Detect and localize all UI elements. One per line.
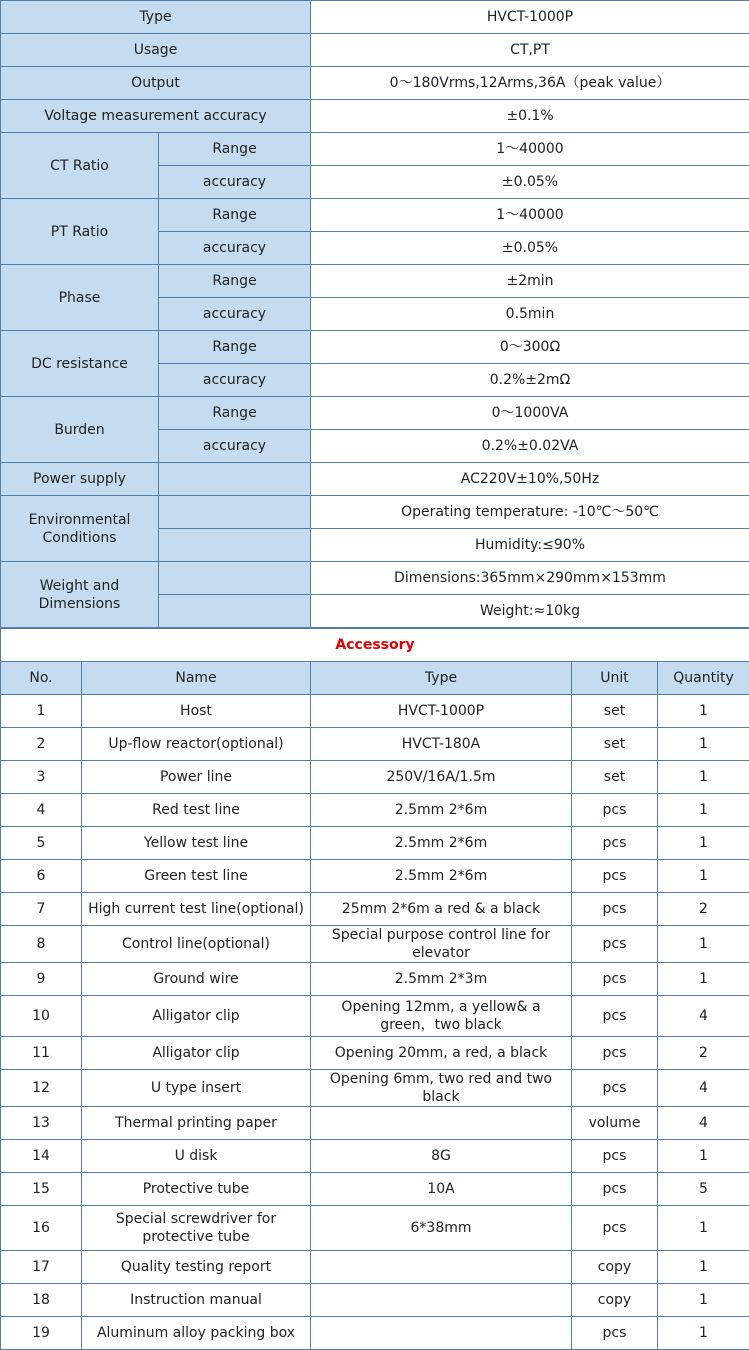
cell-no: 1 [1, 695, 82, 728]
spec-label: Environmental Conditions [1, 496, 159, 562]
spec-value: ±0.1% [311, 100, 749, 133]
cell-no: 7 [1, 893, 82, 926]
spec-label: Usage [1, 34, 311, 67]
spec-row-phase-range [1, 265, 749, 298]
cell-no: 15 [1, 1173, 82, 1206]
cell-unit: copy [572, 1284, 658, 1317]
table-row [1, 1317, 749, 1350]
spec-label: CT Ratio [1, 133, 159, 199]
specifications-table [0, 0, 749, 628]
cell-name: Alligator clip [82, 996, 311, 1037]
spec-value: ±0.05% [311, 232, 749, 265]
cell-unit: pcs [572, 963, 658, 996]
cell-name: Control line(optional) [82, 926, 311, 963]
cell-name: Special screwdriver for protective tube [82, 1206, 311, 1251]
spec-value: ±2min [311, 265, 749, 298]
cell-quantity: 1 [658, 761, 749, 794]
cell-quantity: 1 [658, 1317, 749, 1350]
spec-row-usage [1, 34, 749, 67]
spec-sublabel: accuracy [159, 430, 311, 463]
cell-unit: pcs [572, 1206, 658, 1251]
spec-value: 1～40000 [311, 133, 749, 166]
cell-unit: pcs [572, 893, 658, 926]
cell-no: 6 [1, 860, 82, 893]
cell-quantity: 4 [658, 996, 749, 1037]
table-row [1, 893, 749, 926]
cell-quantity: 1 [658, 963, 749, 996]
cell-quantity: 1 [658, 827, 749, 860]
cell-type: Opening 20mm, a red, a black [311, 1037, 572, 1070]
cell-quantity: 1 [658, 1140, 749, 1173]
accessory-table [0, 628, 749, 1350]
spec-sublabel: Range [159, 199, 311, 232]
cell-unit: pcs [572, 1317, 658, 1350]
cell-name: Green test line [82, 860, 311, 893]
spec-sublabel-empty [159, 595, 311, 628]
spec-row-pt-ratio-range [1, 199, 749, 232]
spec-sublabel-empty [159, 496, 311, 529]
column-header-type: Type [311, 662, 572, 695]
cell-name: Instruction manual [82, 1284, 311, 1317]
column-header-quantity: Quantity [658, 662, 749, 695]
cell-name: Power line [82, 761, 311, 794]
cell-quantity: 1 [658, 728, 749, 761]
cell-name: Protective tube [82, 1173, 311, 1206]
spec-sublabel: Range [159, 397, 311, 430]
table-row [1, 1070, 749, 1107]
spec-sublabel: accuracy [159, 232, 311, 265]
cell-no: 17 [1, 1251, 82, 1284]
spec-sublabel-empty [159, 562, 311, 595]
table-row [1, 1206, 749, 1251]
cell-type: 250V/16A/1.5m [311, 761, 572, 794]
cell-type: 2.5mm 2*6m [311, 794, 572, 827]
cell-quantity: 1 [658, 695, 749, 728]
table-row [1, 827, 749, 860]
spec-label: PT Ratio [1, 199, 159, 265]
cell-type [311, 1284, 572, 1317]
cell-type: 10A [311, 1173, 572, 1206]
accessory-title: Accessory [1, 629, 749, 662]
spec-row-power-supply [1, 463, 749, 496]
table-row [1, 1037, 749, 1070]
cell-name: Aluminum alloy packing box [82, 1317, 311, 1350]
table-row [1, 1284, 749, 1317]
cell-quantity: 1 [658, 926, 749, 963]
cell-type [311, 1107, 572, 1140]
spec-sublabel: Range [159, 133, 311, 166]
spec-row-output [1, 67, 749, 100]
cell-quantity: 2 [658, 1037, 749, 1070]
spec-sublabel-empty [159, 529, 311, 562]
spec-value: CT,PT [311, 34, 749, 67]
cell-type: Opening 6mm, two red and two black [311, 1070, 572, 1107]
table-row [1, 860, 749, 893]
cell-quantity: 1 [658, 794, 749, 827]
spec-row-voltage-accuracy [1, 100, 749, 133]
spec-row-dc-resistance-range [1, 331, 749, 364]
cell-unit: pcs [572, 827, 658, 860]
cell-quantity: 1 [658, 1251, 749, 1284]
spec-value: Operating temperature: -10℃～50℃ [311, 496, 749, 529]
spec-value: ±0.05% [311, 166, 749, 199]
column-header-unit: Unit [572, 662, 658, 695]
column-header-name: Name [82, 662, 311, 695]
cell-quantity: 1 [658, 1284, 749, 1317]
table-row [1, 761, 749, 794]
cell-name: Ground wire [82, 963, 311, 996]
spec-label: Output [1, 67, 311, 100]
cell-no: 9 [1, 963, 82, 996]
cell-quantity: 4 [658, 1070, 749, 1107]
spec-row-ct-ratio-range [1, 133, 749, 166]
spec-value: HVCT-1000P [311, 1, 749, 34]
cell-unit: pcs [572, 1140, 658, 1173]
column-header-no: No. [1, 662, 82, 695]
table-row [1, 1173, 749, 1206]
cell-type: 6*38mm [311, 1206, 572, 1251]
spec-sublabel: accuracy [159, 364, 311, 397]
accessory-rows [1, 695, 749, 1350]
cell-name: Red test line [82, 794, 311, 827]
cell-unit: copy [572, 1251, 658, 1284]
cell-type: Opening 12mm, a yellow& a green，two black [311, 996, 572, 1037]
cell-type [311, 1317, 572, 1350]
spec-row-dimensions [1, 562, 749, 595]
spec-label: Voltage measurement accuracy [1, 100, 311, 133]
spec-value: 1～40000 [311, 199, 749, 232]
spec-label: Phase [1, 265, 159, 331]
cell-name: U type insert [82, 1070, 311, 1107]
spec-label: DC resistance [1, 331, 159, 397]
table-row [1, 1107, 749, 1140]
cell-no: 12 [1, 1070, 82, 1107]
spec-value: 0.2%±0.02VA [311, 430, 749, 463]
cell-no: 4 [1, 794, 82, 827]
cell-no: 19 [1, 1317, 82, 1350]
cell-unit: set [572, 695, 658, 728]
cell-no: 10 [1, 996, 82, 1037]
cell-unit: pcs [572, 996, 658, 1037]
cell-type: Special purpose control line for elevator [311, 926, 572, 963]
cell-no: 3 [1, 761, 82, 794]
spec-sublabel: accuracy [159, 166, 311, 199]
cell-name: Host [82, 695, 311, 728]
cell-unit: pcs [572, 1173, 658, 1206]
table-row [1, 794, 749, 827]
spec-value: Dimensions:365mm×290mm×153mm [311, 562, 749, 595]
cell-no: 14 [1, 1140, 82, 1173]
spec-sublabel: Range [159, 265, 311, 298]
spec-row-burden-range [1, 397, 749, 430]
table-row [1, 728, 749, 761]
cell-unit: pcs [572, 794, 658, 827]
cell-unit: pcs [572, 1037, 658, 1070]
cell-unit: volume [572, 1107, 658, 1140]
spec-value: 0.5min [311, 298, 749, 331]
cell-quantity: 2 [658, 893, 749, 926]
cell-unit: pcs [572, 1070, 658, 1107]
cell-type: 2.5mm 2*6m [311, 827, 572, 860]
spec-sublabel: accuracy [159, 298, 311, 331]
spec-sublabel-empty [159, 463, 311, 496]
table-row [1, 695, 749, 728]
cell-no: 2 [1, 728, 82, 761]
cell-type: 2.5mm 2*6m [311, 860, 572, 893]
cell-type: HVCT-1000P [311, 695, 572, 728]
cell-unit: pcs [572, 860, 658, 893]
spec-value: AC220V±10%,50Hz [311, 463, 749, 496]
spec-label: Weight and Dimensions [1, 562, 159, 628]
cell-name: Quality testing report [82, 1251, 311, 1284]
spec-label: Burden [1, 397, 159, 463]
table-row [1, 1251, 749, 1284]
cell-name: Yellow test line [82, 827, 311, 860]
cell-no: 8 [1, 926, 82, 963]
cell-name: High current test line(optional) [82, 893, 311, 926]
spec-row-type [1, 1, 749, 34]
cell-type: HVCT-180A [311, 728, 572, 761]
cell-type: 25mm 2*6m a red & a black [311, 893, 572, 926]
cell-unit: set [572, 728, 658, 761]
spec-value: 0～180Vrms,12Arms,36A（peak value） [311, 67, 749, 100]
spec-label: Type [1, 1, 311, 34]
cell-type [311, 1251, 572, 1284]
cell-no: 18 [1, 1284, 82, 1317]
accessory-title-row [1, 629, 749, 662]
table-row [1, 1140, 749, 1173]
cell-name: Up-flow reactor(optional) [82, 728, 311, 761]
cell-name: Thermal printing paper [82, 1107, 311, 1140]
spec-value: 0～1000VA [311, 397, 749, 430]
cell-type: 2.5mm 2*3m [311, 963, 572, 996]
accessory-header-row [1, 662, 749, 695]
table-row [1, 963, 749, 996]
spec-label: Power supply [1, 463, 159, 496]
cell-no: 16 [1, 1206, 82, 1251]
cell-quantity: 1 [658, 1206, 749, 1251]
spec-sublabel: Range [159, 331, 311, 364]
cell-no: 13 [1, 1107, 82, 1140]
cell-unit: pcs [572, 926, 658, 963]
table-row [1, 996, 749, 1037]
cell-type: 8G [311, 1140, 572, 1173]
cell-quantity: 4 [658, 1107, 749, 1140]
spec-row-environmental-temperature [1, 496, 749, 529]
cell-quantity: 5 [658, 1173, 749, 1206]
spec-value: Humidity:≤90% [311, 529, 749, 562]
cell-no: 5 [1, 827, 82, 860]
cell-name: Alligator clip [82, 1037, 311, 1070]
spec-value: 0.2%±2mΩ [311, 364, 749, 397]
cell-name: U disk [82, 1140, 311, 1173]
cell-unit: set [572, 761, 658, 794]
table-row [1, 926, 749, 963]
spec-value: 0～300Ω [311, 331, 749, 364]
cell-no: 11 [1, 1037, 82, 1070]
spec-value: Weight:≈10kg [311, 595, 749, 628]
cell-quantity: 1 [658, 860, 749, 893]
